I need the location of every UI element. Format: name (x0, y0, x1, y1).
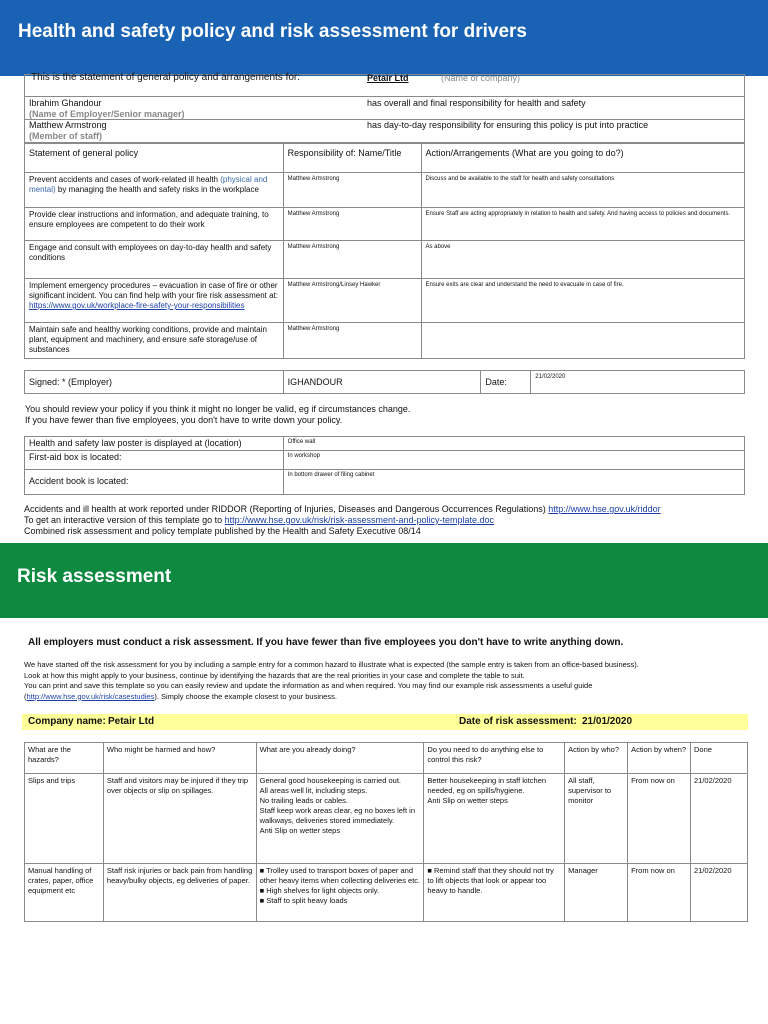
policy-row (25, 241, 745, 279)
responsibility-cell: Matthew Armstrong (283, 241, 421, 279)
fire-safety-link[interactable]: https://www.gov.uk/workplace-fire-safety-your-responsibilities (29, 301, 245, 310)
doing-cell: ■ Trolley used to transport boxes of paper and other heavy items when collecting deliveries etc. ■ High shelves for light objects only. ■ Staff to split heavy loads (256, 864, 424, 922)
instructions-para-1: We have started off the risk assessment for you by including a sample entry for a common hazard to illustrate what is expected (the sample entry is taken from an office-based business). (24, 660, 639, 669)
employer-row (24, 96, 745, 120)
title-banner (0, 0, 768, 76)
policy-cell: Implement emergency procedures – evacuation in case of fire or other significant incident. You can find help with your fire risk assessment at: https://www.gov.uk/workplace-fire-safety-your-responsibilities (25, 279, 284, 323)
policy-header-row (25, 144, 745, 173)
published-note: Combined risk assessment and policy template published by the Health and Safety Executive 08/14 (24, 526, 421, 536)
risk-company-value: Petair Ltd (108, 716, 155, 727)
by-who-cell: All staff, supervisor to monitor (565, 774, 628, 864)
risk-header-row (25, 743, 748, 774)
policy-cell: Engage and consult with employees on day-to-day health and safety conditions (25, 241, 284, 279)
date-value: 21/02/2020 (531, 371, 745, 394)
risk-instructions (24, 660, 764, 702)
who-cell: Staff and visitors may be injured if they trip over objects or slip on spillages. (103, 774, 256, 864)
policy-table (24, 143, 745, 359)
action-cell (421, 323, 745, 359)
signature-label: Signed: * (Employer) (25, 371, 284, 394)
by-who-cell: Manager (565, 864, 628, 922)
case-studies-link[interactable]: http://www.hse.gov.uk/risk/casestudies (26, 691, 155, 701)
hazard-cell: Manual handling of crates, paper, office equipment etc (25, 864, 104, 922)
done-cell: 21/02/2020 (690, 774, 747, 864)
review-note-2: If you have fewer than five employees, you don't have to write down your policy. (25, 415, 343, 425)
location-label: Accident book is located: (25, 470, 284, 495)
risk-date-value: 21/01/2020 (582, 716, 633, 727)
staff-responsibility: has day-to-day responsibility for ensuring this policy is put into practice (367, 120, 649, 130)
policy-header-responsibility: Responsibility of: Name/Title (283, 144, 421, 173)
template-note: To get an interactive version of this template go to http://www.hse.gov.uk/risk/risk-assessment-and-policy-template.doc (24, 515, 495, 525)
responsibility-cell: Matthew Armstrong (283, 208, 421, 241)
who-cell: Staff risk injuries or back pain from handling heavy/bulky objects, eg deliveries of paper. (103, 864, 256, 922)
staff-row (24, 119, 745, 143)
by-when-cell: From now on (628, 864, 691, 922)
company-name: Petair Ltd (367, 73, 409, 83)
company-hint: (Name of company) (441, 73, 521, 83)
staff-hint: (Member of staff) (29, 131, 103, 141)
instructions-para-2: Look at how this might apply to your business, continue by identifying the hazards that are the real priorities in your case and complete the table to suit. (24, 670, 525, 680)
company-date-strip (22, 714, 748, 730)
locations-table (24, 436, 745, 495)
location-value: In workshop (283, 451, 744, 470)
policy-row (25, 208, 745, 241)
employer-responsibility: has overall and final responsibility for health and safety (367, 98, 586, 108)
risk-row (25, 774, 748, 864)
risk-title: Risk assessment (17, 566, 172, 587)
risk-header-by-who: Action by who? (565, 743, 628, 774)
location-value: In bottom drawer of filing cabinet (283, 470, 744, 495)
location-label: Health and safety law poster is displayed at (location) (25, 437, 284, 451)
by-when-cell: From now on (628, 774, 691, 864)
action-cell: Discuss and be available to the staff for health and safety consultations (421, 173, 745, 208)
risk-header-doing: What are you already doing? (256, 743, 424, 774)
risk-banner (0, 543, 768, 618)
date-label: Date: (481, 371, 531, 394)
must-conduct-note: All employers must conduct a risk assessment. If you have fewer than five employees you don't have to write anything down. (28, 637, 624, 648)
else-cell: ■ Remind staff that they should not try to lift objects that look or appear too heavy to handle. (424, 864, 565, 922)
policy-intro-row (24, 74, 745, 96)
policy-intro: This is the statement of general policy and arrangements for: (31, 72, 301, 83)
else-cell: Better housekeeping in staff kitchen needed, eg on spills/hygiene. Anti Slip on wetter steps (424, 774, 565, 864)
instructions-para-3: You can print and save this template so you can easily review and update the information as and when required. You may find our example risk assessments a useful guide (24, 681, 593, 690)
policy-header-statement: Statement of general policy (25, 144, 284, 173)
location-value: Office wall (283, 437, 744, 451)
instructions-para-4: (http://www.hse.gov.uk/risk/casestudies). Simply choose the example closest to your business. (24, 691, 337, 701)
staff-name: Matthew Armstrong (29, 120, 107, 130)
riddor-link[interactable]: http://www.hse.gov.uk/riddor (548, 504, 661, 514)
hazard-cell: Slips and trips (25, 774, 104, 864)
risk-header-else: Do you need to do anything else to control this risk? (424, 743, 565, 774)
policy-row (25, 323, 745, 359)
location-label: First-aid box is located: (25, 451, 284, 470)
risk-header-done: Done (690, 743, 747, 774)
policy-cell: Maintain safe and healthy working conditions, provide and maintain plant, equipment and machinery, and ensure safe storage/use of substances (25, 323, 284, 359)
action-cell: Ensure exits are clear and understand the need to evacuate in case of fire. (421, 279, 745, 323)
employer-hint: (Name of Employer/Senior manager) (29, 109, 185, 119)
risk-company-label: Company name: (28, 716, 106, 727)
signature-value: IGHANDOUR (283, 371, 481, 394)
risk-table (24, 742, 748, 922)
review-note-1: You should review your policy if you think it might no longer be valid, eg if circumstances change. (25, 404, 411, 414)
page-title: Health and safety policy and risk assessment for drivers (18, 21, 527, 42)
risk-header-by-when: Action by when? (628, 743, 691, 774)
risk-date-label: Date of risk assessment: (459, 716, 577, 727)
signature-table (24, 370, 745, 394)
responsibility-cell: Matthew Armstrong (283, 173, 421, 208)
action-cell: Ensure Staff are acting appropriately in relation to health and safety. And having access to policies and documents. (421, 208, 745, 241)
policy-row (25, 173, 745, 208)
risk-header-who: Who might be harmed and how? (103, 743, 256, 774)
riddor-note: Accidents and ill health at work reported under RIDDOR (Reporting of Injuries, Diseases and Dangerous Occurrences Regulations) http://www.hse.gov.uk/riddor (24, 504, 661, 514)
responsibility-cell: Matthew Armstrong (283, 323, 421, 359)
policy-row (25, 279, 745, 323)
policy-header-action: Action/Arrangements (What are you going to do?) (421, 144, 745, 173)
risk-row (25, 864, 748, 922)
doing-cell: General good housekeeping is carried out. All areas well lit, including steps. No trailing leads or cables. Staff keep work areas clear, eg no boxes left in walkways, deliveries stored immediately. Anti Slip on wetter steps (256, 774, 424, 864)
template-link[interactable]: http://www.hse.gov.uk/risk/risk-assessment-and-policy-template.doc (224, 515, 495, 525)
done-cell: 21/02/2020 (690, 864, 747, 922)
policy-cell: Prevent accidents and cases of work-related ill health (physical and mental) by managing the health and safety risks in the workplace (25, 173, 284, 208)
action-cell: As above (421, 241, 745, 279)
employer-name: Ibrahim Ghandour (29, 98, 102, 108)
responsibility-cell: Matthew Armstrong/Linsey Hawker (283, 279, 421, 323)
risk-header-hazards: What are the hazards? (25, 743, 104, 774)
policy-cell: Provide clear instructions and information, and adequate training, to ensure employees are competent to do their work (25, 208, 284, 241)
